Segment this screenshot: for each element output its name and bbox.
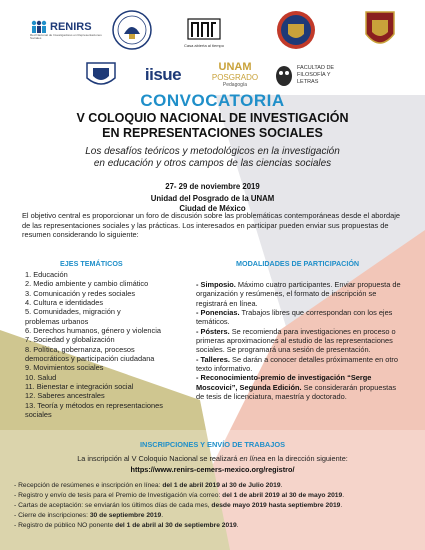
event-date: 27- 29 de noviembre 2019	[165, 182, 260, 191]
renirs-logo-subtext: Red Nacional de Investigadores en Representaciones Sociales	[30, 32, 102, 40]
fecha-tail: .	[342, 492, 345, 499]
fecha-text: - Cartas de aceptación: se enviarán los últimos días de cada mes,	[14, 502, 212, 509]
ffyl-logo	[274, 60, 354, 90]
fecha-text: - Cierre de inscripciones:	[14, 512, 90, 519]
event-title-line1: V COLOQUIO NACIONAL DE INVESTIGACIÓN	[76, 111, 349, 125]
modalidad-label: - Ponencias.	[196, 308, 240, 318]
list-item: sociales	[25, 410, 52, 420]
list-item: democráticos y participación ciudadana	[25, 354, 155, 364]
posgrado-logo-text: POSGRADO	[211, 73, 259, 82]
posgrado-unam-text: UNAM	[218, 61, 252, 73]
list-item	[196, 308, 402, 327]
fecha-bold: desde mayo 2019 hasta septiembre 2019	[211, 502, 341, 509]
modalidad-label: - Talleres.	[196, 354, 230, 364]
subtitle-line1: Los desafíos teóricos y metodológicos en la investigación	[85, 146, 340, 157]
list-item	[14, 491, 414, 501]
ffyl-logo-text: FACULTAD DE FILOSOFÍA Y LETRAS	[297, 64, 335, 85]
registro-url-link[interactable]: https://www.renirs-cemers-mexico.org/registro/	[130, 465, 295, 474]
modalidad-label: - Simposio.	[196, 280, 236, 289]
ejes-heading: EJES TEMÁTICOS	[60, 259, 123, 268]
event-title	[0, 111, 425, 141]
list-item	[14, 511, 414, 521]
fechas-list	[14, 481, 414, 531]
fecha-tail: .	[340, 502, 343, 509]
iisue-logo-text: iisue	[144, 65, 182, 84]
event-venue: Unidad del Posgrado de la UNAM	[150, 194, 275, 203]
modalidad-text: Se considerarán propuestas de tesis de licenciatura, maestría y doctorado.	[196, 382, 397, 402]
list-item	[196, 355, 402, 374]
fecha-bold: del 1 de abril 2019 al 30 de Julio 2019	[162, 482, 281, 489]
modalidad-text: Se recomienda para investigaciones en proceso o primeras aproximaciones al estudio de las representaciones sociales. Se programará una sesión de presentación.	[196, 326, 396, 355]
list-item: 4. Cultura e identidades	[25, 298, 104, 308]
modalidad-text: Trabajos libres que correspondan con los ejes temáticos.	[196, 308, 393, 327]
list-item: 6. Derechos humanos, género y violencia	[25, 326, 161, 336]
list-item	[14, 481, 414, 491]
university-shield-logo	[276, 8, 316, 52]
unam-seal-logo	[112, 10, 152, 50]
fecha-tail: .	[236, 522, 239, 529]
list-item: 12. Saberes ancestrales	[25, 391, 105, 401]
intro-paragraph: El objetivo central es proporcionar un foro de discusión sobre las problemáticas contemporáneas desde el abordaje de las representaciones sociales y las prácticas. Los interesados en participar pueden enviar sus propuestas de resumen considerando lo siguiente:	[22, 211, 400, 240]
list-item: 5. Comunidades, migración y	[25, 307, 121, 317]
list-item	[196, 327, 402, 355]
renirs-logo-text: RENIRS	[50, 20, 92, 33]
modalidad-text: Se darán a conocer detalles próximamente en otro texto informativo.	[196, 354, 398, 374]
list-item: 1. Educación	[25, 270, 68, 279]
fecha-tail: .	[161, 512, 164, 519]
uam-logo-text: Casa abierta al tiempo	[183, 42, 225, 48]
modalidad-label: - Reconocimiento-premio de investigación “Serge Moscovici”, Segunda Edición.	[196, 373, 372, 392]
logos-row	[0, 4, 425, 92]
list-item: 11. Bienestar e integración social	[25, 382, 134, 392]
list-item: 10. Salud	[25, 372, 57, 382]
renirs-people-icon	[30, 20, 48, 34]
event-title-line2: EN REPRESENTACIONES SOCIALES	[102, 126, 323, 140]
event-date-venue	[0, 182, 425, 214]
fecha-bold: del 1 de abril 2019 al 30 de mayo 2019	[222, 492, 343, 499]
modalidad-label: - Pósters.	[196, 326, 230, 336]
uam-logo	[172, 8, 236, 54]
modalidad-text: Máximo cuatro participantes. Enviar propuesta de organización y resúmenes, el formato de inscripción se registrará en línea.	[196, 280, 401, 308]
inscripcion-line	[0, 454, 425, 463]
inscripcion-text-after: en la dirección siguiente:	[265, 454, 348, 463]
unam-escudo-logo	[84, 60, 118, 90]
list-item	[196, 373, 402, 401]
ejes-list	[25, 270, 195, 420]
event-city: Ciudad de México	[179, 204, 246, 213]
list-item: 13. Teoría y métodos en representaciones	[25, 400, 163, 410]
inscripciones-heading: INSCRIPCIONES Y ENVÍO DE TRABAJOS	[139, 440, 286, 449]
iisue-logo	[138, 64, 188, 86]
uam-emblem-icon	[184, 15, 224, 43]
fecha-bold: del 1 de abril al 30 de septiembre 2019	[115, 522, 237, 529]
list-item: problemas urbanos	[25, 316, 89, 326]
fecha-text: - Registro de público NO ponente	[14, 522, 116, 529]
event-subtitle	[0, 146, 425, 170]
crest-logo	[362, 8, 398, 52]
fecha-tail: .	[280, 482, 283, 489]
list-item	[14, 521, 414, 531]
subtitle-line2: en educación y otros campos de las ciencias sociales	[93, 158, 332, 169]
modalidades-heading: MODALIDADES DE PARTICIPACIÓN	[236, 259, 360, 268]
renirs-logo	[30, 14, 108, 46]
inscripcion-text-before: La inscripción al V Coloquio Nacional se realizará	[77, 454, 240, 463]
list-item	[196, 280, 402, 308]
list-item: 9. Movimientos sociales	[25, 363, 104, 373]
fecha-bold: 30 de septiembre 2019	[89, 512, 162, 519]
fecha-text: - Registro y envío de tesis para el Premio de Investigación vía correo:	[14, 492, 223, 499]
posgrado-logo	[204, 60, 266, 90]
pedagogia-text: Pedagogía	[222, 82, 248, 88]
list-item	[14, 501, 414, 511]
list-item: 7. Sociedad y globalización	[25, 335, 115, 345]
list-item: 8. Política, gobernanza, procesos	[25, 344, 135, 354]
ffyl-owl-icon	[274, 63, 294, 87]
modalidades-list	[196, 280, 402, 401]
fecha-text: - Recepción de resúmenes e inscripción en línea:	[14, 482, 163, 489]
list-item: 2. Medio ambiente y cambio climático	[25, 279, 149, 289]
inscripcion-text-em: en línea	[239, 454, 266, 463]
list-item: 3. Comunicación y redes sociales	[25, 288, 136, 298]
convocatoria-heading: CONVOCATORIA	[140, 91, 285, 110]
